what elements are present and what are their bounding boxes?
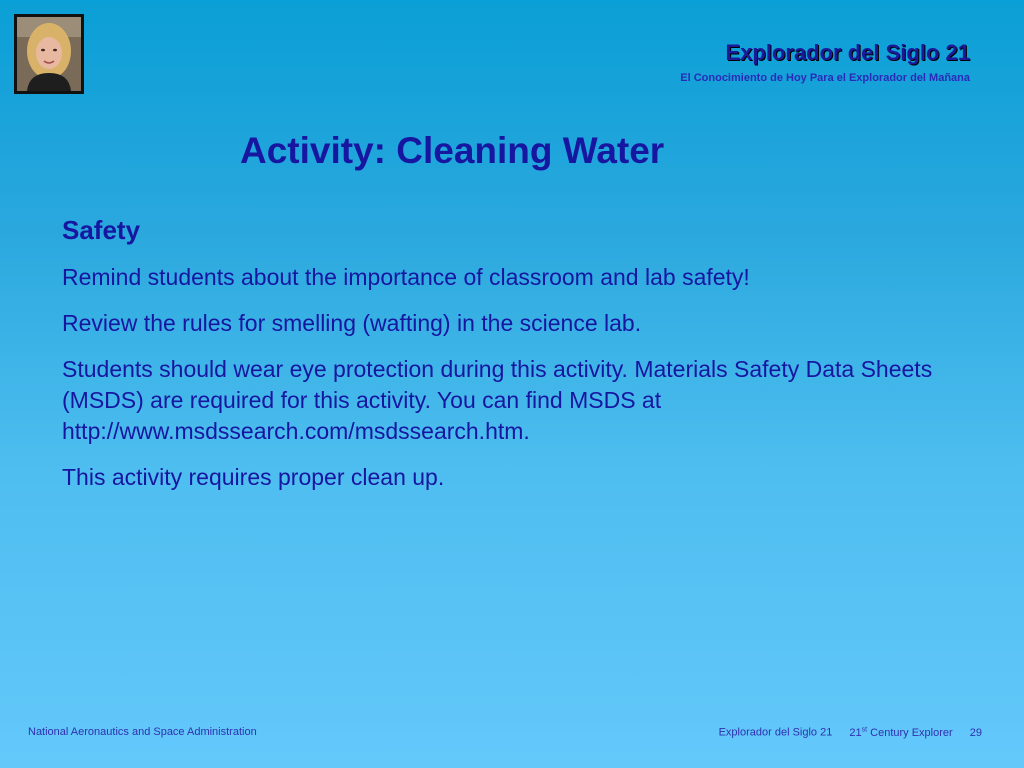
page-number: 29 — [969, 726, 982, 739]
header-title: Explorador del Siglo 21 — [725, 40, 970, 65]
portrait-image — [17, 17, 81, 91]
header-subtitle: El Conocimiento de Hoy Para el Explorador del Mañana — [680, 72, 970, 84]
paragraph-wafting-rules: Review the rules for smelling (wafting) in the science lab. — [62, 310, 642, 336]
presenter-photo — [14, 14, 84, 94]
slide-content — [62, 215, 962, 508]
section-heading: Safety — [62, 215, 141, 245]
paragraph-classroom-safety: Remind students about the importance of classroom and lab safety! — [62, 264, 750, 290]
slide-title: Activity: Cleaning Water — [240, 130, 665, 171]
footer-series-en-suffix: st — [861, 726, 868, 733]
paragraph-clean-up: This activity requires proper clean up. — [62, 464, 445, 490]
footer-series-es: Explorador del Siglo 21 — [718, 726, 833, 739]
footer-series-en — [849, 727, 952, 739]
footer-right — [719, 726, 982, 739]
footer-series-en-number: 21 — [849, 726, 862, 739]
paragraph-eye-protection-msds: Students should wear eye protection during this activity. Materials Safety Data Sheets (MSDS) are required for this activity. You can find MSDS at http://www.msdssearch.com/msdssearch.htm. — [62, 356, 933, 444]
footer-organization: National Aeronautics and Space Administration — [28, 726, 257, 738]
footer-series-en-text: Century Explorer — [867, 726, 953, 739]
